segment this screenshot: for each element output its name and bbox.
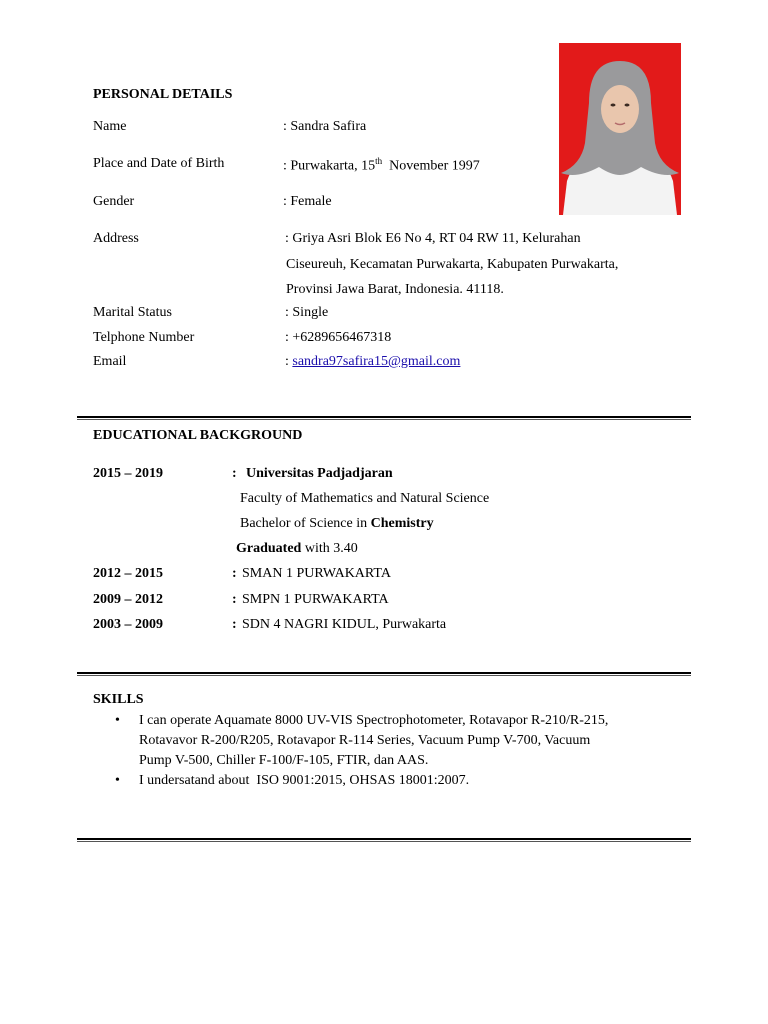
address-label: Address xyxy=(93,231,139,246)
edu-sma-name: SMAN 1 PURWAKARTA xyxy=(242,566,391,581)
bullet-icon: • xyxy=(115,773,120,788)
birth-value xyxy=(283,156,480,175)
edu-sd-years: 2003 – 2009 xyxy=(93,617,163,632)
gender-value: : Female xyxy=(283,194,332,209)
skill-item xyxy=(93,771,693,791)
section-divider-2 xyxy=(77,672,691,676)
skill-item-1-line-3: Pump V-500, Chiller F-100/F-105, FTIR, dan AAS. xyxy=(139,753,429,768)
edu-sd-colon: : xyxy=(232,617,237,632)
birth-label: Place and Date of Birth xyxy=(93,156,225,171)
email-label: Email xyxy=(93,354,127,369)
edu-uni-colon: : xyxy=(232,466,237,481)
profile-photo-illustration xyxy=(559,43,681,215)
edu-uni-years: 2015 – 2019 xyxy=(93,466,163,481)
address-line-3: Provinsi Jawa Barat, Indonesia. 41118. xyxy=(286,282,504,297)
skills-heading: SKILLS xyxy=(93,692,144,707)
marital-label: Marital Status xyxy=(93,305,172,320)
skills-list xyxy=(93,711,693,791)
edu-sma-years: 2012 – 2015 xyxy=(93,566,163,581)
edu-uni-name: Universitas Padjadjaran xyxy=(246,466,393,481)
birth-day-suffix: th xyxy=(375,156,383,166)
email-colon: : xyxy=(285,354,289,369)
email-value xyxy=(285,354,460,370)
gender-label: Gender xyxy=(93,194,135,209)
skill-item xyxy=(93,711,693,771)
edu-smp-years: 2009 – 2012 xyxy=(93,592,163,607)
skill-item-1-line-1: I can operate Aquamate 8000 UV-VIS Spectrophotometer, Rotavapor R-210/R-215, xyxy=(139,713,609,728)
name-value: : Sandra Safira xyxy=(283,119,367,134)
bullet-icon: • xyxy=(115,713,120,728)
section-divider-3 xyxy=(77,838,691,842)
phone-label: Telphone Number xyxy=(93,330,195,345)
marital-value: : Single xyxy=(285,305,329,320)
skill-item-1-line-2: Rotavavor R-200/R205, Rotavapor R-114 Series, Vacuum Pump V-700, Vacuum xyxy=(139,733,591,748)
edu-graduated-label: Graduated xyxy=(236,541,302,556)
section-divider-1 xyxy=(77,416,691,420)
address-line-2: Ciseureuh, Kecamatan Purwakarta, Kabupaten Purwakarta, xyxy=(286,257,619,272)
education-heading: EDUCATIONAL BACKGROUND xyxy=(93,428,303,443)
profile-photo xyxy=(559,43,681,215)
birth-place-day: : Purwakarta, 15 xyxy=(283,158,376,174)
edu-smp-name: SMPN 1 PURWAKARTA xyxy=(242,592,389,607)
edu-graduated-value: with 3.40 xyxy=(304,541,358,556)
birth-month-year: November 1997 xyxy=(389,158,480,174)
personal-details-heading: PERSONAL DETAILS xyxy=(93,87,233,102)
edu-uni-degree xyxy=(240,516,434,532)
edu-sma-colon: : xyxy=(232,566,237,581)
edu-uni-graduated xyxy=(236,541,358,557)
edu-degree-prefix: Bachelor of Science in xyxy=(240,516,368,531)
edu-uni-faculty: Faculty of Mathematics and Natural Science xyxy=(240,491,490,506)
edu-smp-colon: : xyxy=(232,592,237,607)
edu-sd-name: SDN 4 NAGRI KIDUL, Purwakarta xyxy=(242,617,447,632)
phone-value: : +6289656467318 xyxy=(285,330,392,345)
address-line-1: : Griya Asri Blok E6 No 4, RT 04 RW 11, Kelurahan xyxy=(285,231,581,246)
email-link[interactable]: sandra97safira15@gmail.com xyxy=(292,354,461,369)
skill-item-2: I undersatand about ISO 9001:2015, OHSAS 18001:2007. xyxy=(139,773,470,788)
name-label: Name xyxy=(93,119,127,134)
edu-degree-major: Chemistry xyxy=(370,516,434,531)
